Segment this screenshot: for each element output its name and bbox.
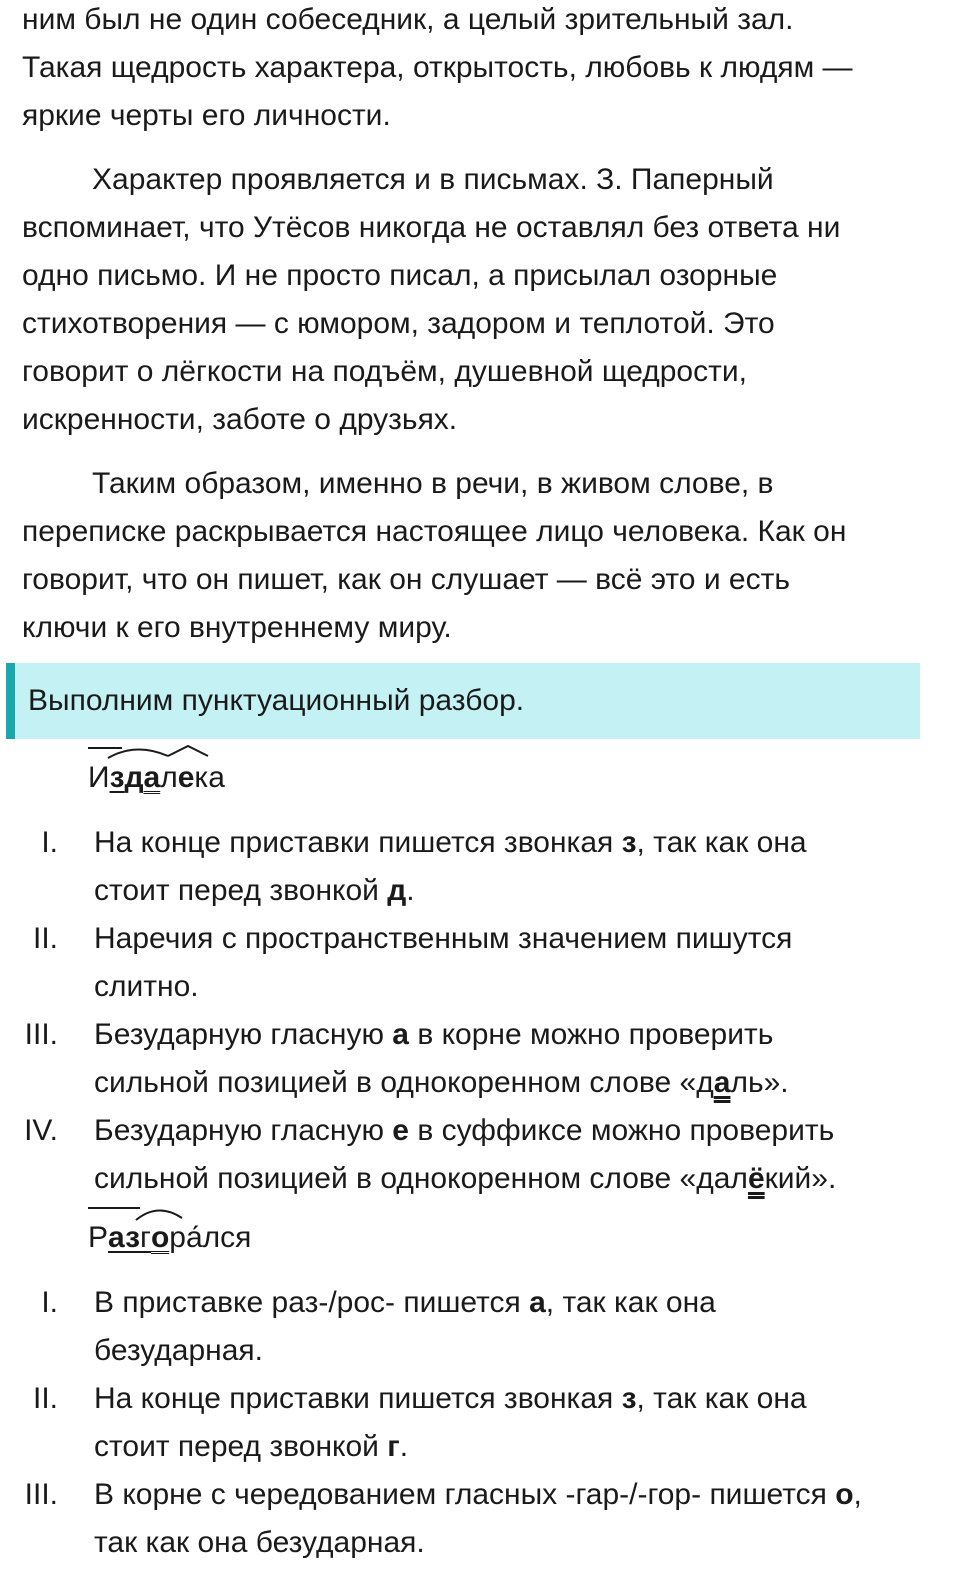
text: В приставке раз-/рос- пишется: [94, 1286, 530, 1319]
rules-list-1: [0, 819, 940, 1203]
text-line: ним был не один собеседник, а целый зрительный зал.: [22, 3, 794, 36]
list-number: III.: [24, 1018, 58, 1051]
text-line: ключи к его внутреннему миру.: [22, 611, 452, 644]
list-item: [0, 819, 940, 915]
word-part: л: [160, 761, 178, 794]
list-number: II.: [32, 922, 58, 955]
text: ль».: [730, 1066, 789, 1099]
text: , так как она: [545, 1286, 716, 1319]
stressed-letter: а: [713, 1066, 731, 1099]
text-line: Такая щедрость характера, открытость, любовь к людям —: [22, 51, 853, 84]
word-part-prefix: аз: [108, 1221, 140, 1254]
callout-text: Выполним пунктуационный разбор.: [28, 684, 525, 717]
bold-letter: д: [387, 874, 407, 907]
list-number: II.: [32, 1382, 58, 1415]
text-line: говорит о лёгкости на подъём, душевной щедрости,: [22, 355, 747, 388]
list-number: I.: [41, 1286, 58, 1319]
text: , так как она: [636, 1382, 807, 1415]
parsed-word-1: [88, 758, 225, 798]
word-part-suffix-vowel: е: [177, 761, 195, 794]
text: .: [399, 1430, 409, 1463]
callout-box: [6, 663, 920, 739]
bold-letter: а: [529, 1286, 546, 1319]
word-part: И: [88, 761, 110, 794]
word-part-voiced-letter: г: [139, 1221, 151, 1254]
word-part: Р: [88, 1221, 109, 1254]
list-item: [0, 1279, 940, 1375]
text-line: искренности, заботе о друзьях.: [22, 403, 458, 436]
text: так как она безударная.: [94, 1526, 425, 1559]
word-part-vowel: а: [143, 761, 161, 794]
text: Наречия с пространственным значением пишутся: [94, 922, 793, 955]
text-line: стихотворения — с юмором, задором и теплотой. Это: [22, 307, 775, 340]
text: сильной позицией в однокоренном слове «д: [94, 1066, 714, 1099]
word-part: ра́лся: [169, 1221, 252, 1254]
bold-letter: з: [621, 826, 637, 859]
stressed-letter: ё: [747, 1162, 765, 1195]
bold-letter: з: [621, 1382, 637, 1415]
list-number: I.: [41, 826, 58, 859]
text: безударная.: [94, 1334, 263, 1367]
text: стоит перед звонкой: [94, 1430, 388, 1463]
list-number: IV.: [24, 1114, 58, 1147]
text: слитно.: [94, 970, 199, 1003]
text-line: говорит, что он пишет, как он слушает — всё это и есть: [22, 563, 790, 596]
bold-letter: г: [387, 1430, 400, 1463]
text: , так как она: [636, 826, 807, 859]
bold-letter: е: [392, 1114, 409, 1147]
list-item: [0, 1471, 940, 1567]
text: кий».: [764, 1162, 837, 1195]
text: Безударную гласную: [94, 1018, 393, 1051]
list-item: [0, 1375, 940, 1471]
word-part-voiced-letter: д: [124, 761, 144, 794]
paragraph-1: [22, 0, 932, 140]
list-item: [0, 1011, 940, 1107]
parsed-word-2: [88, 1218, 251, 1258]
word-part-prefix-letter: з: [109, 761, 125, 794]
list-number: III.: [24, 1478, 58, 1511]
text: стоит перед звонкой: [94, 874, 388, 907]
text: Безударную гласную: [94, 1114, 393, 1147]
text: На конце приставки пишется звонкая: [94, 1382, 622, 1415]
bold-letter: а: [392, 1018, 409, 1051]
morpheme-marks: [88, 742, 288, 766]
text-line: переписке раскрывается настоящее лицо человека. Как он: [22, 515, 847, 548]
text: сильной позицией в однокоренном слове «дал: [94, 1162, 748, 1195]
text-line: вспоминает, что Утёсов никогда не оставлял без ответа ни: [22, 211, 841, 244]
text: в суффиксе можно проверить: [408, 1114, 835, 1147]
rules-list-2: [0, 1279, 940, 1567]
morpheme-marks: [88, 1202, 288, 1226]
text-line: Характер проявляется и в письмах. З. Паперный: [92, 163, 774, 196]
paragraph-3: [22, 460, 932, 652]
text-line: одно письмо. И не просто писал, а присылал озорные: [22, 259, 778, 292]
list-item: [0, 915, 940, 1011]
text: ,: [853, 1478, 862, 1511]
text: .: [406, 874, 415, 907]
text: В корне с чередованием гласных -гар-/-гор- пишется: [94, 1478, 836, 1511]
text: в корне можно проверить: [408, 1018, 774, 1051]
bold-letter: о: [835, 1478, 854, 1511]
text: На конце приставки пишется звонкая: [94, 826, 622, 859]
word-part: ка: [194, 761, 225, 794]
text-line: яркие черты его личности.: [22, 99, 391, 132]
paragraph-2: [22, 156, 932, 444]
list-item: [0, 1107, 940, 1203]
text-line: Таким образом, именно в речи, в живом слове, в: [92, 467, 774, 500]
word-part-vowel: о: [150, 1221, 170, 1254]
